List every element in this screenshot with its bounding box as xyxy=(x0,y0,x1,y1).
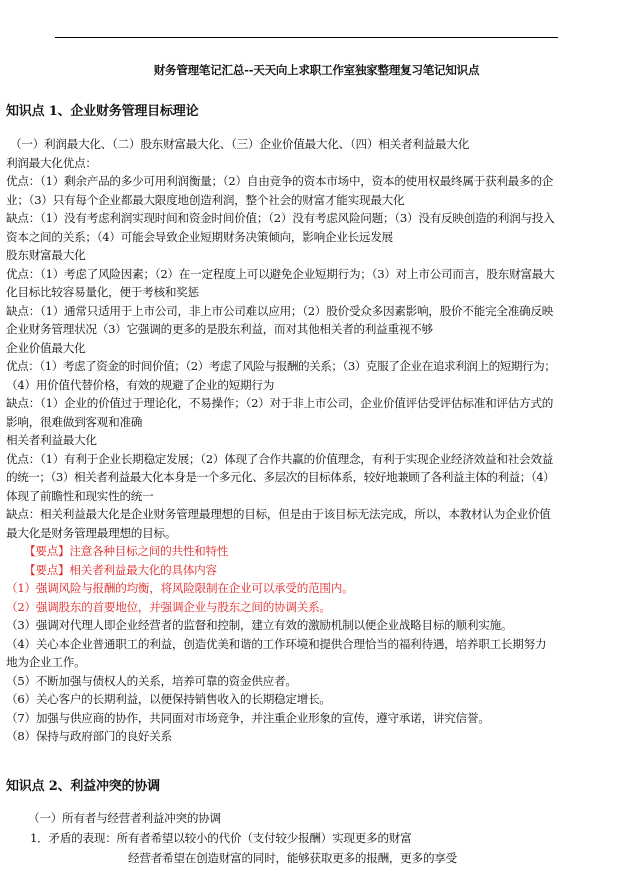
list-item-8: （8）保持与政府部门的良好关系 xyxy=(6,729,172,743)
header-rule xyxy=(55,37,558,38)
paragraph-line: 的统一；（3）相关者利益最大化本身是一个多元化、多层次的目标体系，较好地兼顾了各利益主体的利益；（4） xyxy=(6,470,555,484)
subheading-stakeholder-interest: 相关者利益最大化 xyxy=(6,433,97,447)
paragraph-line: 缺点：（1）通常只适用于上市公司，非上市公司难以应用；（2）股价受众多因素影响，股价不能完全准确反映 xyxy=(6,303,554,318)
list-item-4-continued: 地为企业工作。 xyxy=(6,655,86,669)
section-1-heading: 知识点 1、企业财务管理目标理论 xyxy=(6,104,199,119)
paragraph-line: 优点：（1）考虑了资金的时间价值；（2）考虑了风险与报酬的关系；（3）克服了企业在追求利润上的短期行为； xyxy=(6,359,556,373)
section-1-body xyxy=(6,135,610,746)
goal-list-line: （一）利润最大化、（二）股东财富最大化、（三）企业价值最大化、（四）相关者利益最大化 xyxy=(10,137,470,151)
key-point-1: 【要点】注意各种目标之间的共性和特性 xyxy=(24,544,229,558)
profit-max-advantages-label: 利润最大化优点： xyxy=(6,155,97,170)
paragraph-line: 缺点：相关利益最大化是企业财务管理最理想的目标，但是由于该目标无法完成，所以，本教材认为企业价值 xyxy=(6,507,551,521)
list-item-7: （7）加强与供应商的协作，共同面对市场竞争，并注重企业形象的宣传，遵守承诺，讲究信誉。 xyxy=(6,710,490,725)
list-item-4: （4）关心本企业普通职工的利益，创造优美和谐的工作环境和提供合理恰当的福利待遇，培养职工长期努力 xyxy=(6,636,547,651)
paragraph-line: 缺点：（1）企业的价值过于理论化，不易操作；（2）对于非上市公司，企业价值评估受评估标准和评估方式的 xyxy=(6,396,554,410)
paragraph-line: 资本之间的关系；（4）可能会导致企业短期财务决策倾向，影响企业长远发展 xyxy=(6,229,394,244)
paragraph-line: 体现了前瞻性和现实性的统一 xyxy=(6,488,154,503)
subheading-shareholder-wealth: 股东财富最大化 xyxy=(6,248,86,262)
list-item-3: （3）强调对代理人即企业经营者的监督和控制，建立有效的激励机制以便企业战略目标的顺利实施。 xyxy=(6,618,513,632)
list-item-5: （5）不断加强与债权人的关系，培养可靠的资金供应者。 xyxy=(6,673,297,688)
list-item-1: （1）强调风险与报酬的均衡，将风险限制在企业可以承受的范围内。 xyxy=(6,581,354,595)
subheading-enterprise-value: 企业价值最大化 xyxy=(6,340,86,355)
paragraph-line: 最大化是财务管理最理想的目标。 xyxy=(6,525,177,540)
paragraph-line: 企业财务管理状况（3）它强调的更多的是股东利益，而对其他相关者的利益重视不够 xyxy=(6,322,433,336)
paragraph-line: （4）用价值代替价格，有效的规避了企业的短期行为 xyxy=(6,377,275,392)
paragraph-line: 优点：（1）剩余产品的多少可用利润衡量；（2）自由竞争的资本市场中，资本的使用权最终属于获利最多的企 xyxy=(6,174,554,188)
subheading-owner-manager-conflict: （一）所有者与经营者利益冲突的协调 xyxy=(28,811,221,825)
section-2-heading: 知识点 2、利益冲突的协调 xyxy=(6,779,160,794)
conflict-manifestation-line-2: 经营者希望在创造财富的同时，能够获取更多的报酬，更多的享受 xyxy=(128,851,457,865)
paragraph-line: 优点：（1）考虑了风险因素；（2）在一定程度上可以避免企业短期行为；（3）对上市公司而言，股东财富最大 xyxy=(6,266,555,281)
paragraph-line: 影响，很难做到客观和准确 xyxy=(6,414,143,429)
section-2-body xyxy=(6,808,610,868)
list-item-2: （2）强调股东的首要地位，并强调企业与股东之间的协调关系。 xyxy=(6,599,331,614)
list-item-6: （6）关心客户的长期利益，以便保持销售收入的长期稳定增长。 xyxy=(6,692,331,706)
paragraph-line: 化目标比较容易量化，便于考核和奖惩 xyxy=(6,285,199,299)
conflict-manifestation-line: 1．矛盾的表现：所有者希望以较小的代价（支付较少报酬）实现更多的财富 xyxy=(30,831,412,845)
paragraph-line: 缺点：（1）没有考虑利润实现时间和资金时间价值；（2）没有考虑风险问题；（3）没有反映创造的利润与投入 xyxy=(6,211,555,225)
paragraph-line: 业；（3）只有每个企业都最大限度地创造利润，整个社会的财富才能实现最大化 xyxy=(6,192,405,207)
paragraph-line: 优点：（1）有利于企业长期稳定发展；（2）体现了合作共赢的价值理念，有利于实现企业经济效益和社会效益 xyxy=(6,451,554,466)
key-point-2: 【要点】相关者利益最大化的具体内容 xyxy=(24,562,217,577)
document-title: 财务管理笔记汇总--天天向上求职工作室独家整理复习笔记知识点 xyxy=(153,63,480,77)
